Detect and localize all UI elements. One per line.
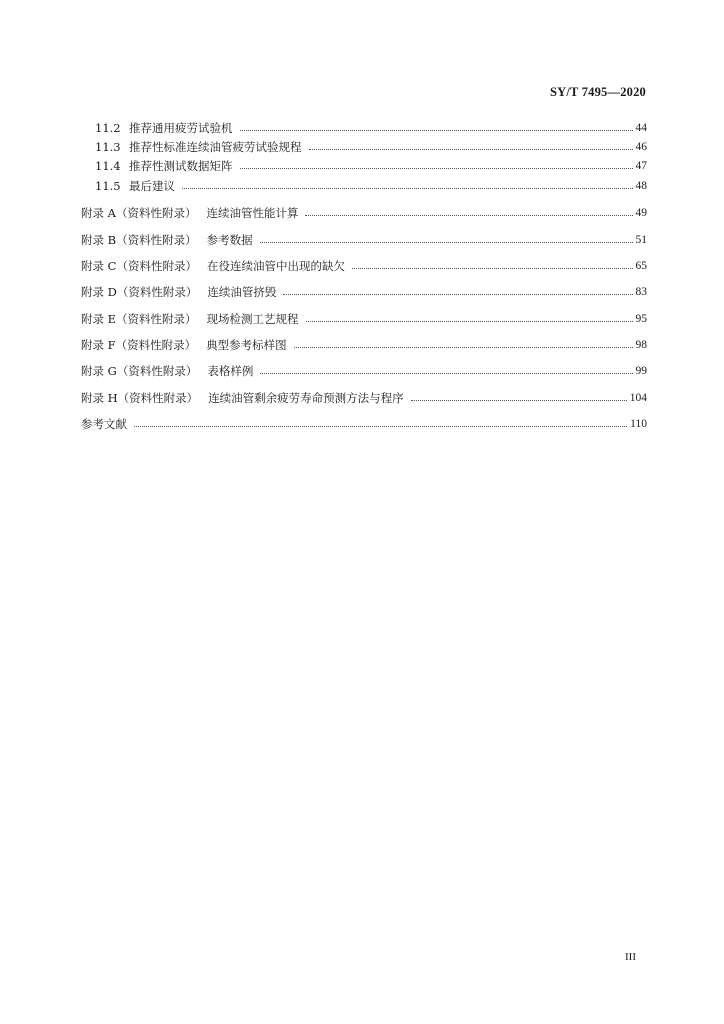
toc-item-11-3[interactable] [95,138,647,156]
toc-appendix-f[interactable] [81,336,647,354]
toc-item-title: 推荐性测试数据矩阵 [129,159,233,173]
toc-appendix-page: 98 [635,339,647,351]
toc-appendix-b[interactable] [81,231,647,249]
page-number: III [625,951,636,963]
toc-appendix-title: 现场检测工艺规程 [206,312,299,326]
toc-item-11-5[interactable] [95,177,647,195]
toc-leader-dots [294,347,633,348]
toc-appendix-title: 典型参考标样图 [206,338,287,352]
toc-leader-dots [305,215,632,216]
toc-references[interactable] [81,415,647,433]
toc-appendix-prefix: 附录 B（资料性附录） [81,233,197,247]
toc-appendix-title: 连续油管性能计算 [206,206,299,220]
toc-appendix-title: 连续油管剩余疲劳寿命预测方法与程序 [208,391,404,405]
toc-appendix-prefix: 附录 F（资料性附录） [81,338,197,352]
toc-appendix-page: 99 [635,365,647,377]
toc-appendix-prefix: 附录 H（资料性附录） [81,391,199,405]
toc-leader-dots [182,188,633,189]
toc-item-11-4[interactable] [95,157,647,175]
toc-item-11-2[interactable] [95,119,647,137]
toc-item-page: 48 [635,180,647,192]
toc-leader-dots [260,242,633,243]
toc-leader-dots [240,168,633,169]
toc-appendix-prefix: 附录 G（资料性附录） [81,364,198,378]
toc-appendix-d[interactable] [81,283,647,301]
toc-appendix-e[interactable] [81,310,647,328]
toc-appendix-page: 95 [635,313,647,325]
toc-appendix-page: 83 [635,286,647,298]
toc-appendix-h[interactable] [81,389,647,407]
toc-appendix-c[interactable] [81,257,647,275]
toc-appendix-title: 参考数据 [206,233,253,247]
toc-leader-dots [260,373,632,374]
toc-leader-dots [352,268,633,269]
toc-item-page: 47 [635,160,647,172]
toc-appendix-g[interactable] [81,362,647,380]
toc-item-title: 推荐通用疲劳试验机 [129,121,233,135]
toc-item-number: 11.3 [95,140,121,154]
toc-leader-dots [306,321,633,322]
toc-appendix-page: 104 [629,392,647,404]
toc-appendix-a[interactable] [81,204,647,222]
toc-leader-dots [240,130,633,131]
toc-leader-dots [283,294,632,295]
toc-appendix-title: 连续油管挤毁 [207,285,277,299]
toc-appendix-page: 49 [635,207,647,219]
toc-appendix-title: 在役连续油管中出现的缺欠 [206,259,345,273]
toc-leader-dots [309,149,633,150]
toc-appendix-prefix: 附录 E（资料性附录） [81,312,197,326]
toc-appendix-title: 表格样例 [207,364,254,378]
toc-appendix-page: 65 [635,260,647,272]
toc-appendix-prefix: 附录 C（资料性附录） [81,259,197,273]
toc-leader-dots [411,400,627,401]
toc-item-page: 44 [635,122,647,134]
toc-item-number: 11.2 [95,121,121,135]
toc-item-number: 11.4 [95,159,121,173]
toc-item-page: 46 [635,141,647,153]
toc-item-number: 11.5 [95,179,121,193]
toc-appendix-prefix: 附录 A（资料性附录） [81,206,197,220]
toc-references-page: 110 [630,418,647,430]
standard-number: SY/T 7495—2020 [550,85,646,99]
toc-appendix-page: 51 [635,234,647,246]
toc-references-title: 参考文献 [81,417,127,431]
toc-appendix-prefix: 附录 D（资料性附录） [81,285,198,299]
toc-item-title: 最后建议 [129,179,175,193]
toc-leader-dots [134,426,627,427]
toc-item-title: 推荐性标准连续油管疲劳试验规程 [129,140,302,154]
